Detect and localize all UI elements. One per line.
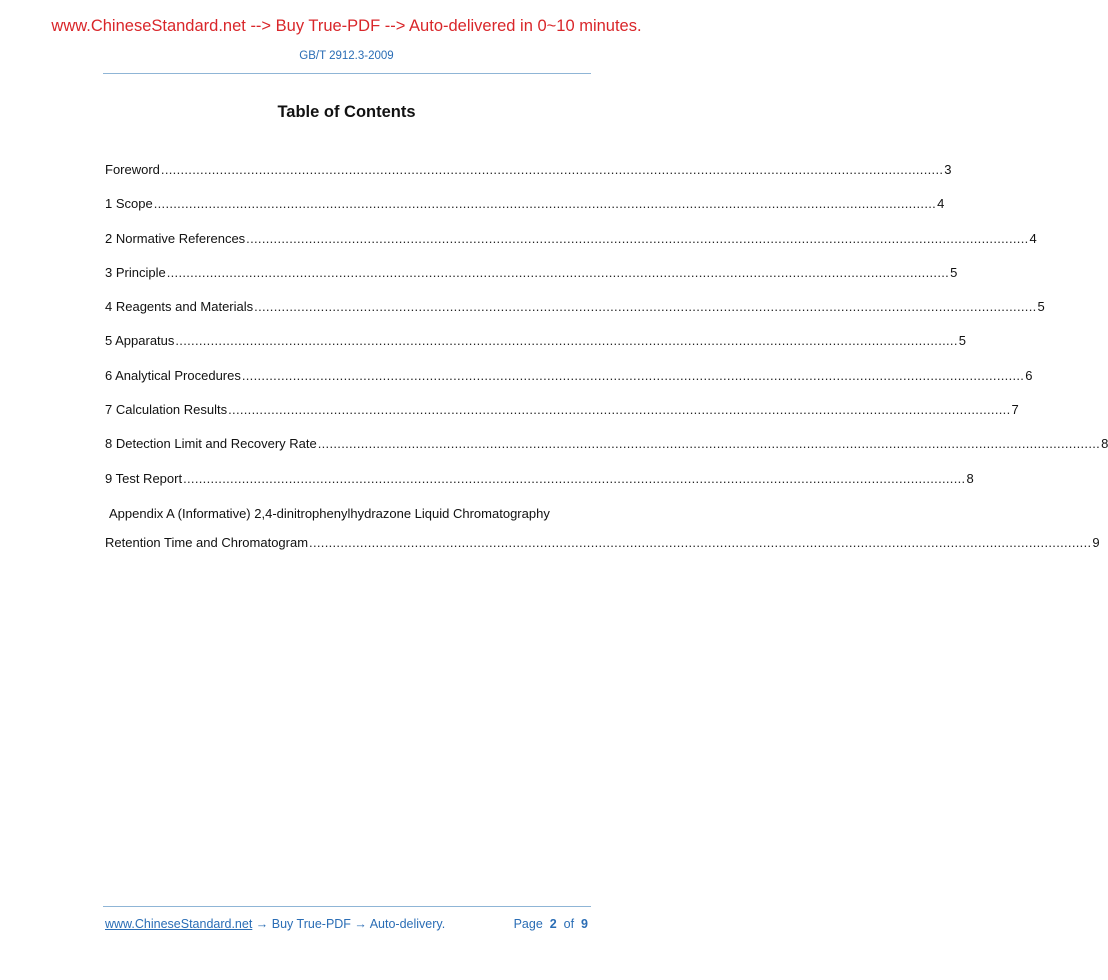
- toc-entry-label: 8 Detection Limit and Recovery Rate: [105, 436, 317, 452]
- toc-entry-label: Foreword: [105, 162, 160, 177]
- top-banner[interactable]: www.ChineseStandard.net --> Buy True-PDF --> Auto-delivered in 0~10 minutes.: [51, 17, 642, 35]
- toc-entry-label: Retention Time and Chromatogram: [105, 534, 309, 550]
- dot-leader: ........................................................................................................................................................................................................: [153, 196, 937, 212]
- toc-entry-page: 7: [1011, 402, 1019, 418]
- toc-entry-foreword[interactable]: [105, 162, 952, 196]
- page-footer: [105, 917, 588, 931]
- toc-entry-label: 5 Apparatus: [105, 333, 175, 349]
- toc-entry-page: 5: [1037, 299, 1045, 315]
- toc-entry-appendix-a[interactable]: [105, 534, 1100, 569]
- toc-entry-test-report[interactable]: [105, 470, 974, 505]
- toc-entry-page: 6: [1025, 367, 1033, 383]
- toc-entry-appendix-a-title[interactable]: Appendix A (Informative) 2,4-dinitrophenylhydrazone Liquid Chromatography: [109, 505, 550, 521]
- header-divider: [103, 73, 591, 74]
- page-number: [514, 917, 588, 931]
- toc-entry-label: 7 Calculation Results: [105, 402, 228, 418]
- toc-entry-page: 5: [958, 333, 966, 349]
- standard-code: GB/T 2912.3-2009: [299, 50, 394, 62]
- page-of: of: [563, 917, 575, 931]
- toc-entry-apparatus[interactable]: [105, 333, 966, 367]
- dot-leader: ........................................................................................................................................................................................................: [183, 470, 966, 486]
- toc-entry-normative-references[interactable]: [105, 230, 1037, 265]
- toc-entry-label: 1 Scope: [105, 196, 153, 212]
- footer-purchase-note: [105, 917, 445, 931]
- dot-leader: ........................................................................................................................................................................................................: [254, 299, 1037, 315]
- toc-entry-reagents-materials[interactable]: [105, 299, 1045, 333]
- page-total: 9: [581, 917, 588, 931]
- toc-entry-label: 3 Principle: [105, 264, 166, 280]
- toc-entry-page: 9: [1092, 534, 1100, 550]
- footer-divider: [103, 906, 591, 907]
- toc-entry-calculation-results[interactable]: [105, 402, 1019, 436]
- footer-site-link[interactable]: www.ChineseStandard.net: [105, 917, 253, 931]
- toc-list: [105, 162, 1108, 569]
- toc-entry-analytical-procedures[interactable]: [105, 367, 1033, 402]
- dot-leader: ........................................................................................................................................................................................................: [166, 264, 950, 280]
- footer-trail-text: → Buy True-PDF → Auto-delivery.: [252, 917, 446, 931]
- toc-entry-page: 3: [944, 162, 952, 177]
- toc-entry-page: 8: [966, 470, 974, 486]
- toc-entry-principle[interactable]: [105, 264, 958, 299]
- toc-entry-page: 5: [950, 264, 958, 280]
- toc-entry-page: 4: [937, 196, 945, 212]
- toc-entry-detection-limit[interactable]: [105, 436, 1108, 470]
- toc-entry-scope[interactable]: [105, 196, 945, 230]
- dot-leader: ........................................................................................................................................................................................................: [241, 367, 1025, 383]
- toc-entry-label: 6 Analytical Procedures: [105, 367, 241, 383]
- page-word: Page: [513, 917, 543, 931]
- toc-entry-page: 4: [1029, 230, 1037, 246]
- page-current: 2: [549, 917, 557, 931]
- toc-entry-label: 2 Normative References: [105, 230, 246, 246]
- page-title: Table of Contents: [277, 103, 416, 121]
- dot-leader: ........................................................................................................................................................................................................: [246, 230, 1029, 246]
- dot-leader: ........................................................................................................................................................................................................: [175, 333, 958, 349]
- dot-leader: ........................................................................................................................................................................................................: [160, 162, 944, 177]
- toc-entry-page: 8: [1101, 436, 1108, 452]
- toc-entry-label: 9 Test Report: [105, 470, 183, 486]
- dot-leader: ........................................................................................................................................................................................................: [309, 534, 1092, 550]
- dot-leader: ........................................................................................................................................................................................................: [228, 402, 1011, 418]
- toc-entry-label: 4 Reagents and Materials: [105, 299, 254, 315]
- dot-leader: ........................................................................................................................................................................................................: [317, 436, 1101, 452]
